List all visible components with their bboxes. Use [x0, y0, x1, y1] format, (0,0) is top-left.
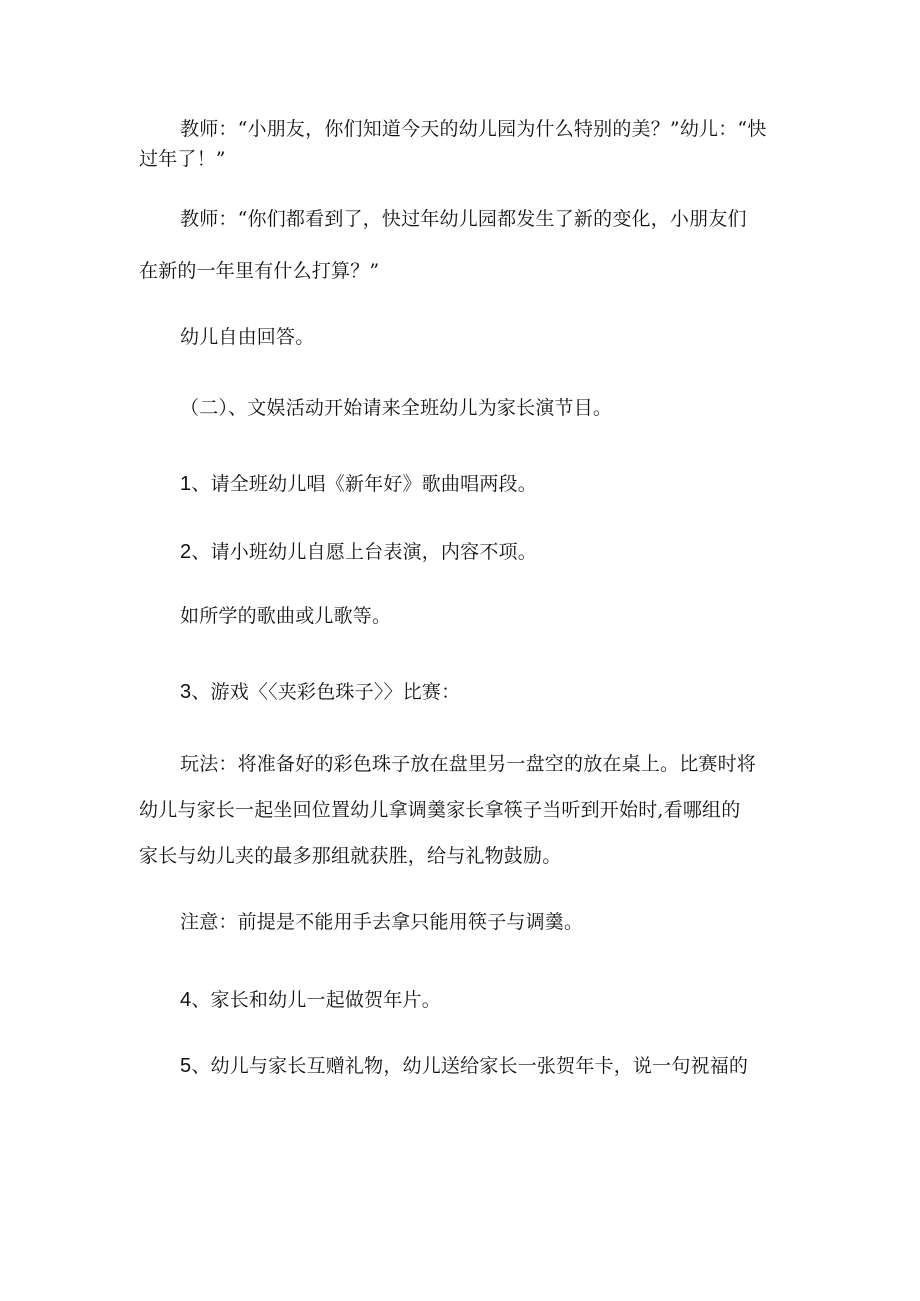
text-line: 幼儿与家长一起坐回位置幼儿拿调羹家长拿筷子当听到开始时,看哪组的 — [139, 799, 741, 821]
text-line: 幼儿自由回答。 — [180, 326, 315, 348]
paragraph-teacher-question-1 — [139, 114, 789, 174]
item-number: 3 — [180, 681, 192, 703]
item-number: 2 — [180, 541, 192, 563]
item-number: 5 — [180, 1055, 192, 1077]
text-line: 教师：“你们都看到了，快过年幼儿园都发生了新的变化，小朋友们 — [180, 208, 747, 230]
paragraph-note — [139, 907, 789, 937]
text-line: 过年了！” — [139, 148, 226, 170]
text-line — [139, 537, 789, 567]
item-number: 1 — [180, 473, 192, 495]
text-line: 在新的一年里有什么打算？” — [139, 260, 380, 282]
text-line — [139, 677, 789, 707]
item-text: 、请小班幼儿自愿上台表演，内容不项。 — [191, 541, 537, 563]
item-text: 、家长和幼儿一起做贺年片。 — [191, 989, 441, 1011]
list-item-2 — [139, 537, 789, 567]
item-text: 、游戏〈〈夹彩色珠子〉〉比赛： — [191, 681, 461, 703]
item-text: 、幼儿与家长互赠礼物，幼儿送给家长一张贺年卡，说一句祝福的 — [191, 1055, 749, 1077]
list-item-3 — [139, 677, 789, 707]
section-heading-entertainment — [139, 393, 789, 423]
paragraph-free-answer — [139, 322, 789, 352]
text-line: 如所学的歌曲或儿歌等。 — [180, 605, 392, 627]
text-line — [139, 469, 789, 499]
paragraph-songs — [139, 601, 789, 631]
list-item-5 — [139, 1051, 789, 1081]
list-item-1 — [139, 469, 789, 499]
item-text: 、请全班幼儿唱《新年好》歌曲唱两段。 — [191, 473, 537, 495]
list-item-4 — [139, 985, 789, 1015]
text-line — [139, 985, 789, 1015]
text-line: （二）、文娱活动开始请来全班幼儿为家长演节目。 — [180, 397, 613, 419]
text-line: 玩法：将准备好的彩色珠子放在盘里另一盘空的放在桌上。比赛时将 — [180, 753, 757, 775]
item-number: 4 — [180, 989, 192, 1011]
paragraph-teacher-question-2 — [139, 204, 789, 286]
text-line: 注意：前提是不能用手去拿只能用筷子与调羹。 — [180, 911, 584, 933]
text-line — [139, 1051, 789, 1081]
paragraph-game-rules — [139, 741, 789, 879]
text-line: 教师：“小朋友，你们知道今天的幼儿园为什么特别的美？”幼儿：“快 — [180, 118, 767, 140]
text-line: 家长与幼儿夹的最多那组就获胜，给与礼物鼓励。 — [139, 845, 562, 867]
